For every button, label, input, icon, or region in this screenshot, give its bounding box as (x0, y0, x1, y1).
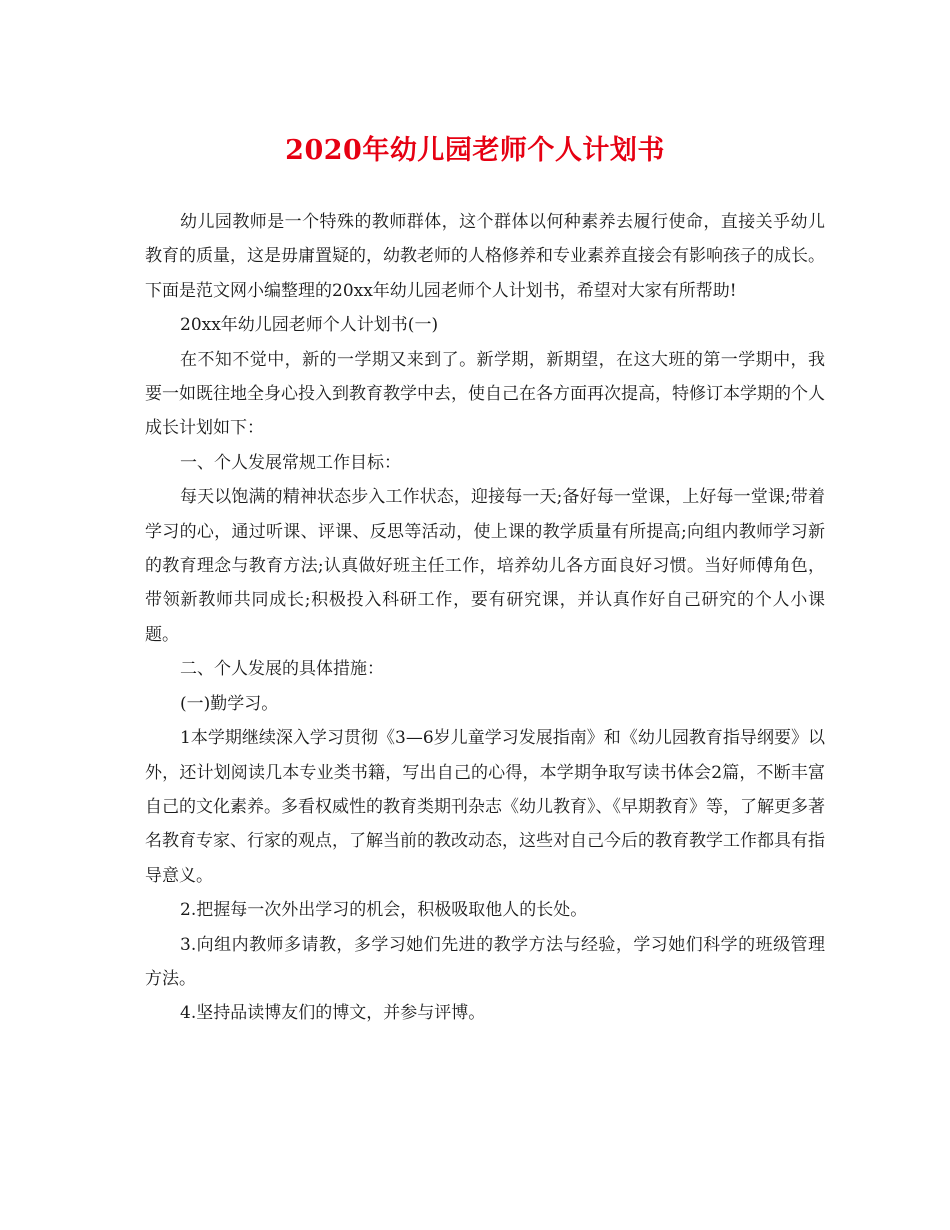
list-item-1: 1本学期继续深入学习贯彻《3—6岁儿童学习发展指南》和《幼儿园教育指导纲要》以外，还计划阅读几本专业类书籍，写出自己的心得，本学期争取写读书体会2篇，不断丰富自己的文化素养。多看权威性的教育类期刊杂志《幼儿教育》、《早期教育》等，了解更多著名教育专家、行家的观点，了解当前的教改动态，这些对自己今后的教育教学工作都具有指导意义。 (145, 728, 825, 886)
paragraph-intro: 幼儿园教师是一个特殊的教师群体，这个群体以何种素养去履行使命，直接关乎幼儿教育的质量，这是毋庸置疑的，幼教老师的人格修养和专业素养直接会有影响孩子的成长。下面是范文网小编整理的20xx年幼儿园老师个人计划书，希望对大家有所帮助! (145, 212, 825, 301)
paragraph-routine-goals: 每天以饱满的精神状态步入工作状态，迎接每一天;备好每一堂课，上好每一堂课;带着学习的心，通过听课、评课、反思等活动，使上课的教学质量有所提高;向组内教师学习新的教育理念与教育方法;认真做好班主任工作，培养幼儿各方面良好习惯。当好师傅角色，带领新教师共同成长;积极投入科研工作，要有研究课，并认真作好自己研究的个人小课题。 (145, 487, 825, 645)
paragraph-new-semester: 在不知不觉中，新的一学期又来到了。新学期，新期望，在这大班的第一学期中，我要一如既往地全身心投入到教育教学中去，使自己在各方面再次提高，特修订本学期的个人成长计划如下： (145, 349, 825, 439)
list-item-2: 2.把握每一次外出学习的机会，积极吸取他人的长处。 (180, 900, 588, 921)
subheading-study: (一)勤学习。 (180, 693, 279, 714)
section-heading-measures: 二、个人发展的具体措施： (180, 659, 384, 680)
document-title: 2020年幼儿园老师个人计划书 (285, 135, 665, 166)
document-body (145, 205, 825, 1031)
section-heading-plan-one: 20xx年幼儿园老师个人计划书(一) (180, 315, 439, 336)
section-heading-routine-goals: 一、个人发展常规工作目标： (180, 452, 401, 473)
list-item-3: 3.向组内教师多请教，多学习她们先进的教学方法与经验，学习她们科学的班级管理方法。 (145, 934, 825, 989)
list-item-4: 4.坚持品读博友们的博文，并参与评博。 (180, 1003, 486, 1024)
